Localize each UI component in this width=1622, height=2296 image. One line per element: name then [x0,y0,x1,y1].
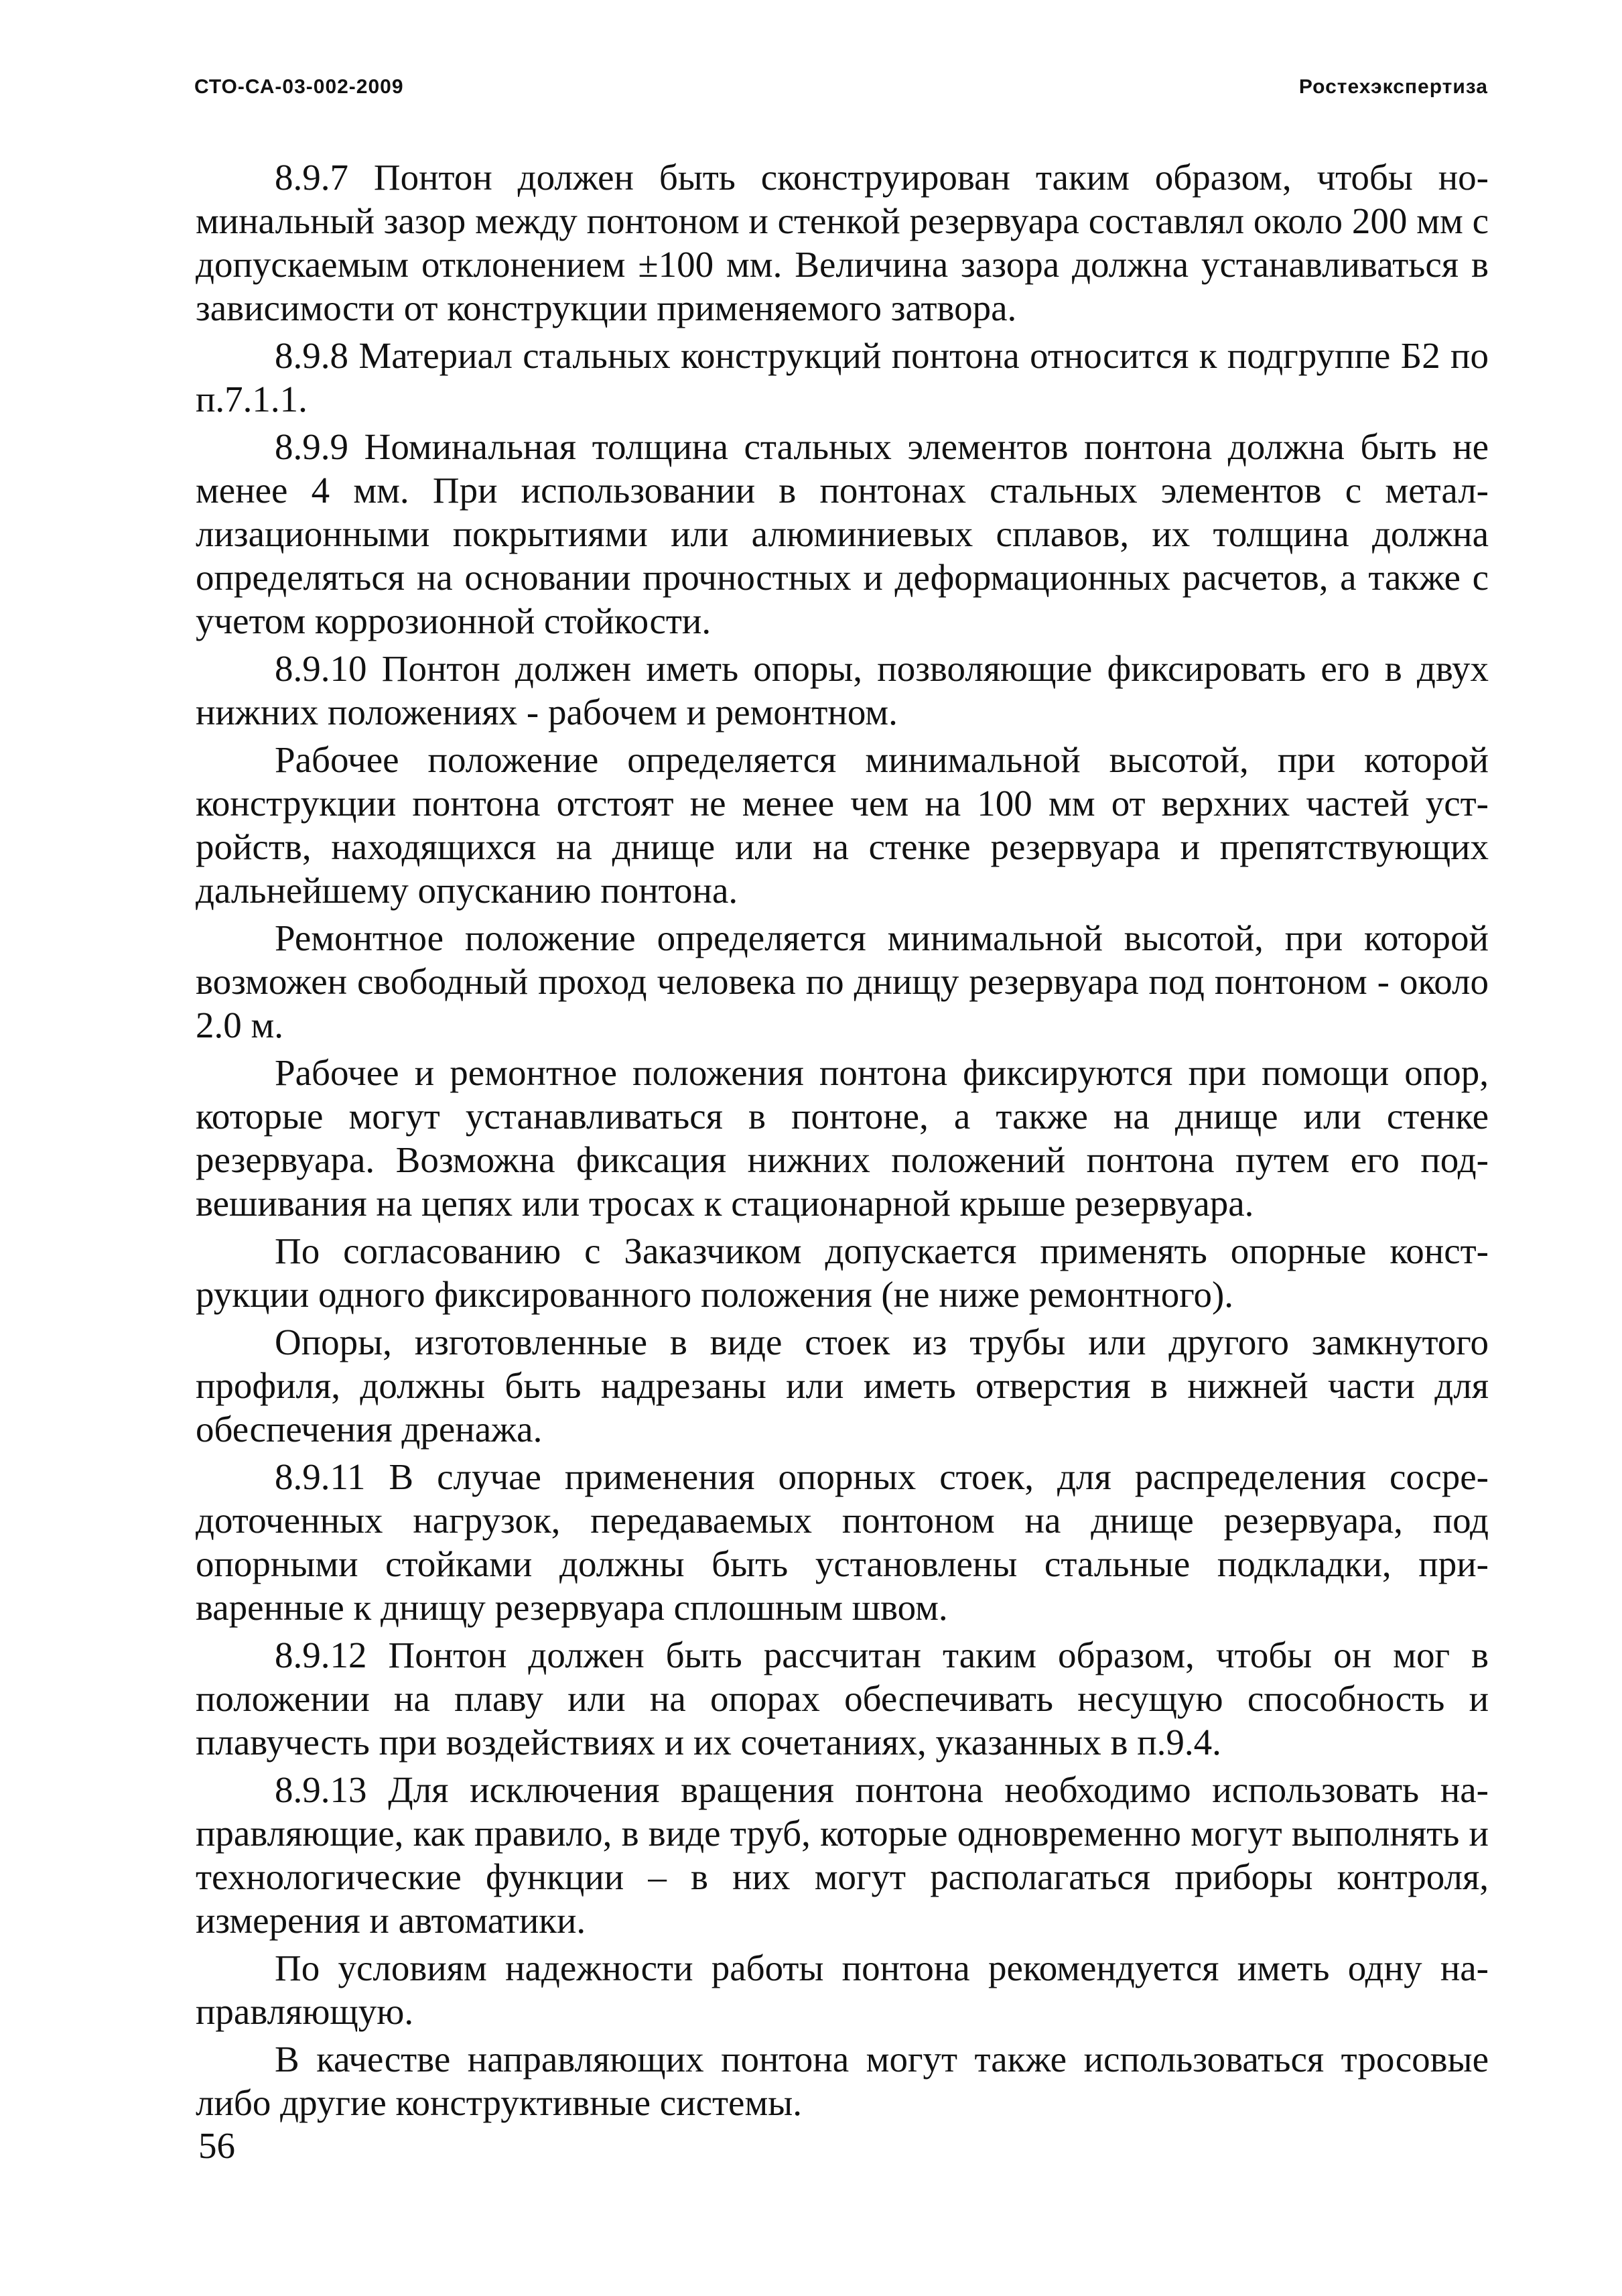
organization-name: Ростехэкспертиза [1298,76,1488,98]
paragraph-8-9-10: 8.9.10 Понтон должен иметь опоры, позволяющие фиксировать его в двух нижних положениях - рабочем и ремонтном. [196,648,1489,732]
paragraph-8-9-9: 8.9.9 Номинальная толщина стальных элементов понтона должна быть не менее 4 мм. При использовании в понтонах стальных элементов с металлизационными покрытиями или алюминиевых сплавов, их толщина должна определяться на основании прочностных и деформационных расчетов, а также с учетом коррозионной стойкости. [196,426,1489,641]
paragraph-8-9-11: 8.9.11 В случае применения опорных стоек, для распределения сосредоточенных нагрузок, передаваемых понтоном на днище резервуара, под опорными стойками должны быть установлены стальные подкладки, приваренные к днищу резервуара сплошным швом. [196,1456,1489,1628]
paragraph-reliability: По условиям надежности работы понтона рекомендуется иметь одну направляющую. [196,1948,1489,2032]
page-header [194,67,1488,107]
paragraph-customer-agreement: По согласованию с Заказчиком допускается применять опорные конструкции одного фиксированного положения (не ниже ремонтного). [196,1230,1489,1315]
paragraph-drainage: Опоры, изготовленные в виде стоек из трубы или другого замкнутого профиля, должны быть надрезаны или иметь отверстия в нижней части для обеспечения дренажа. [196,1322,1489,1450]
paragraph-8-9-8: 8.9.8 Материал стальных конструкций понтона относится к подгруппе Б2 по п.7.1.1. [196,335,1489,420]
paragraph-working-position: Рабочее положение определяется минимальной высотой, при которой конструкции понтона отстоят не менее чем на 100 мм от верхних частей устройств, находящихся на днище или на стенке резервуара и препятствующих дальнейшему опусканию понтона. [196,739,1489,911]
document-body [196,155,1489,2128]
paragraph-8-9-12: 8.9.12 Понтон должен быть рассчитан таким образом, чтобы он мог в положении на плаву или на опорах обеспечивать несущую способность и плавучесть при воздействиях и их сочетаниях, указанных в п.9.4. [196,1635,1489,1763]
paragraph-repair-position: Ремонтное положение определяется минимальной высотой, при которой возможен свободный проход человека по днищу резервуара под понтоном - около 2.0 м. [196,917,1489,1045]
paragraph-8-9-7: 8.9.7 Понтон должен быть сконструирован таким образом, чтобы номинальный зазор между понтоном и стенкой резервуара составлял около 200 мм с допускаемым отклонением ±100 мм. Величина зазора должна устанавливаться в зависимости от конструкции применяемого затвора. [196,157,1489,328]
paragraph-position-fixing: Рабочее и ремонтное положения понтона фиксируются при помощи опор, которые могут устанавливаться в понтоне, а также на днище или стенке резервуара. Возможна фиксация нижних положений понтона путем его подвешивания на цепях или тросах к стационарной крыше резервуара. [196,1052,1489,1224]
document-code: СТО-СА-03-002-2009 [194,76,404,98]
paragraph-8-9-13: 8.9.13 Для исключения вращения понтона необходимо использовать направляющие, как правило, в виде труб, которые одновременно могут выполнять и технологические функции – в них могут располагаться приборы контроля, измерения и автоматики. [196,1769,1489,1941]
page-number: 56 [198,2125,235,2166]
paragraph-guide-systems: В качестве направляющих понтона могут также использоваться тросовые либо другие конструктивные системы. [196,2039,1489,2123]
